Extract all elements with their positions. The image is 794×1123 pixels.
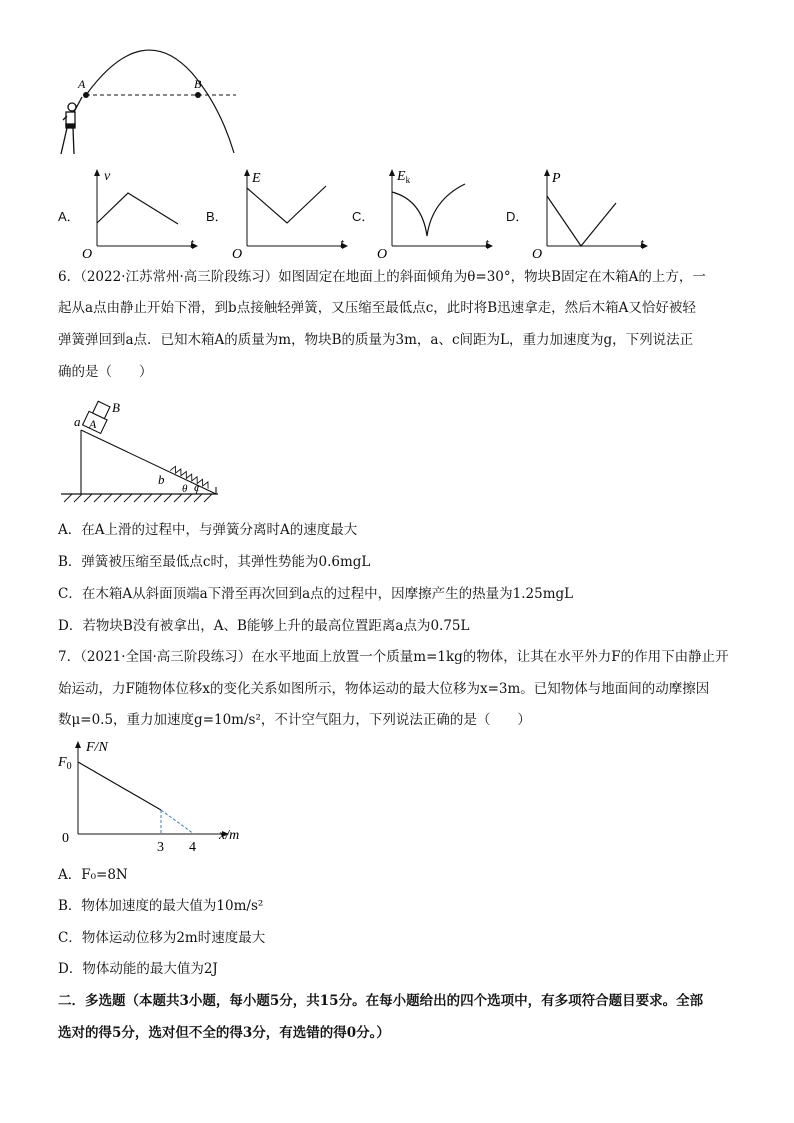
- point-b-dot: [195, 92, 201, 98]
- section2-line-1: 二．多选题（本题共3小题，每小题5分，共15分。在每小题给出的四个选项中，有多项符合题目要求。全部: [58, 993, 704, 1009]
- graph-a-line: [97, 193, 178, 224]
- spring: [170, 465, 211, 488]
- option-a-label: A．: [58, 209, 80, 224]
- trajectory-curve: [86, 50, 234, 153]
- fig-label-a-box: A: [89, 417, 97, 431]
- graph-b-energy: [230, 166, 352, 262]
- incline-figure: [56, 392, 226, 512]
- graph7-origin: 0: [62, 831, 69, 846]
- point-b-label: B: [194, 77, 202, 91]
- force-displacement-graph: [56, 738, 256, 856]
- q7-option-c: C．物体运动位移为2m时速度最大: [58, 930, 266, 946]
- projectile-figure: [52, 28, 252, 158]
- graph-a-origin: O: [82, 247, 93, 262]
- fig-label-point-a: a: [74, 414, 81, 429]
- graph-c-yaxis-sub: k: [405, 175, 411, 185]
- q6-line-1: 6．（2022·江苏常州·高三阶段练习）如图固定在地面上的斜面倾角为θ=30°，物块B固定在木箱A的上方，一: [58, 269, 706, 285]
- option-c-label: C．: [352, 209, 375, 224]
- graph-a-yaxis: v: [104, 169, 111, 184]
- q7-line-1: 7．（2021·全国·高三阶段练习）在水平地面上放置一个质量m=1kg的物体，让其在水平外力F的作用下由静止开: [58, 649, 729, 665]
- graph-d-yaxis: P: [552, 171, 561, 186]
- q6-option-b: B．弹簧被压缩至最低点c时，其弹性势能为0.6mgL: [58, 554, 371, 570]
- graph-c-xaxis: t: [485, 237, 489, 252]
- q6-line-3: 弹簧弹回到a点．已知木箱A的质量为m，物块B的质量为3m，a、c间距为L，重力加速度为g，下列说法正: [58, 332, 694, 348]
- graph-d-origin: O: [532, 247, 543, 262]
- point-a-label: A: [78, 77, 86, 91]
- graph-c-yaxis: $E_k$: [397, 169, 411, 185]
- q6-option-d: D．若物块B没有被拿出，A、B能够上升的最高位置距离a点为0.75L: [58, 618, 470, 634]
- force-line-dashed: [161, 810, 194, 834]
- graph-c-kinetic-energy: [375, 164, 497, 262]
- graph-b-yaxis: E: [252, 171, 261, 186]
- q7-option-a: A．F₀=8N: [58, 867, 128, 883]
- graph7-f0: $F_0$: [58, 755, 72, 772]
- graph-a-velocity: [80, 166, 200, 262]
- option-b-label: B．: [206, 209, 228, 224]
- q6-option-c: C．在木箱A从斜面顶端a下滑至再次回到a点的过程中，因摩擦产生的热量为1.25mgL: [58, 586, 574, 602]
- graph-d-xaxis: t: [640, 237, 644, 252]
- graph-a-xaxis: t: [190, 237, 194, 252]
- q6-option-a: A．在A上滑的过程中，与弹簧分离时A的速度最大: [58, 522, 358, 538]
- q6-line-2: 起从a点由静止开始下滑，到b点接触轻弹簧，又压缩至最低点c，此时将B迅速拿走，然后木箱A又恰好被轻: [58, 300, 696, 316]
- point-a-dot: [83, 92, 89, 98]
- graph7-f0-sub: 0: [66, 761, 72, 772]
- fig-label-b-block: B: [112, 400, 120, 415]
- person-icon: [61, 97, 82, 154]
- graph-b-origin: O: [232, 247, 243, 262]
- fig-label-point-c: c: [194, 480, 200, 494]
- graph7-tick-3: 3: [157, 840, 164, 855]
- q6-line-4: 确的是（ ）: [58, 364, 153, 380]
- force-line: [78, 762, 161, 810]
- q7-option-b: B．物体加速度的最大值为10m/s²: [58, 898, 264, 914]
- graph7-xaxis: x/m: [219, 828, 240, 843]
- graph7-tick-4: 4: [189, 840, 196, 855]
- graph-b-line: [247, 186, 326, 223]
- fig-label-point-b: b: [158, 472, 165, 487]
- section2-line-2: 选对的得5分，选对但不全的得3分，有选错的得0分。）: [58, 1025, 390, 1041]
- q7-option-d: D．物体动能的最大值为2J: [58, 961, 218, 977]
- graph-c-curve: [392, 184, 465, 236]
- graph-d-line: [547, 196, 616, 246]
- graph-c-origin: O: [377, 247, 388, 262]
- graph7-yaxis: F/N: [86, 740, 108, 755]
- graph-d-power: [530, 166, 652, 262]
- option-d-label: D．: [506, 209, 529, 224]
- graph-b-xaxis: t: [340, 237, 344, 252]
- fig-label-theta: θ: [182, 483, 188, 495]
- q7-line-2: 始运动，力F随物体位移x的变化关系如图所示，物体运动的最大位移为x=3m。已知物体与地面间的动摩擦因: [58, 681, 710, 697]
- q7-line-3: 数μ=0.5，重力加速度g=10m/s²，不计空气阻力，下列说法正确的是（ ）: [58, 712, 531, 728]
